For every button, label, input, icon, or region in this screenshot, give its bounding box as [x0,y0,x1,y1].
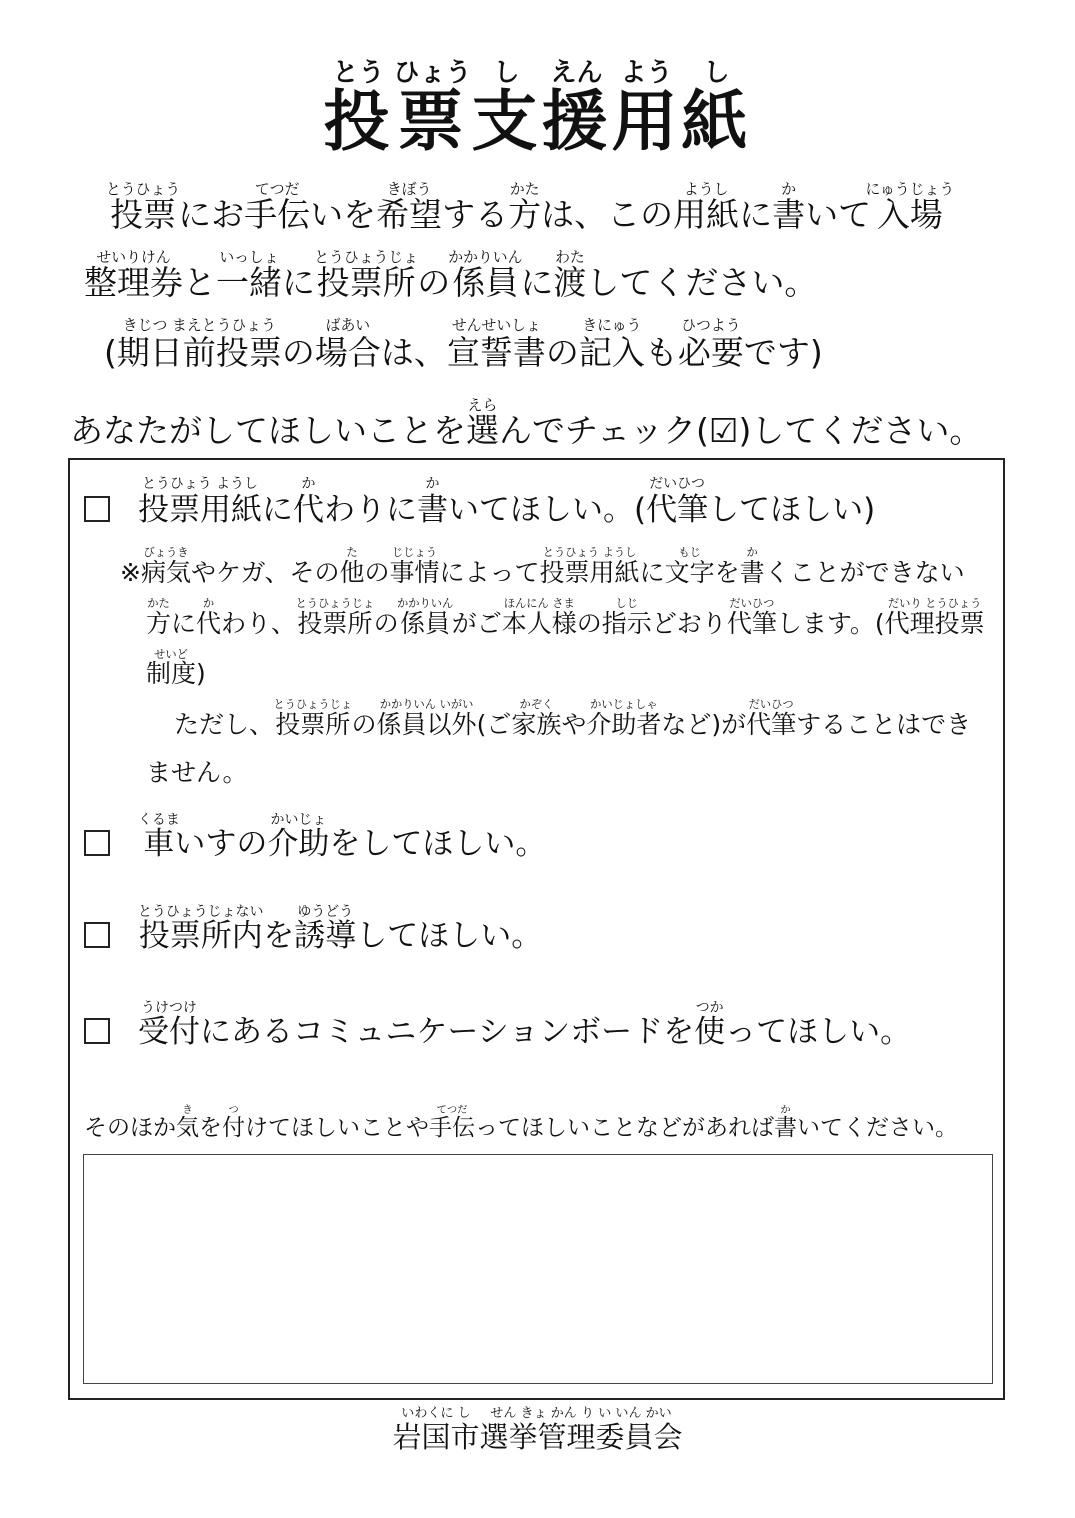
note-line: 方かたに代かわり、投票所とうひょうじょの係員かかりいんがご本人様ほんにん さまの指示しじどおり代筆だいひつします。(代理投票だいり とうひょう [146,597,985,638]
title-char: 紙し [681,58,752,160]
title-char: 用よう [611,58,682,160]
title-char: 票ひょう [393,58,472,160]
note-line: ません。 [146,758,248,787]
checkbox-communication-board[interactable] [84,1018,110,1044]
title-char: 投とう [323,58,394,160]
intro-line-2: 整理券せいりけんと一緒いっしょに投票所とうひょうじょの係員かかりいんに渡わたしてください。 [84,248,818,302]
checkbox-wheelchair-assist[interactable] [84,830,110,856]
intro-line-3: (期日前投票きじつ まえとうひょうの場合ばあいは、宣誓書せんせいしょの記入きにゅうも必要ひつようです) [104,316,823,372]
other-requests-label: そのほか気きを付つけてほしいことや手伝てつだってほしいことなどがあれば書かいてください。 [84,1104,958,1141]
page-title [0,58,1075,168]
option-proxy-writing: 投票用紙とうひょう ようしに代かわりに書かいてほしい。(代筆だいひつしてほしい) [84,476,994,541]
title-char: 援えん [541,58,612,160]
note-line: 制度せいど) [146,648,206,688]
issuer-name: 岩国市いわくに し選挙管理委員会せん きょ かん り い いん かい [392,1406,683,1454]
other-requests-field[interactable] [83,1154,993,1384]
proxy-writing-note [120,546,1000,797]
note-line: ただし、投票所とうひょうじょの係員以外かかりいん いがい(ご家族かぞくや介助者かいじょしゃなど)が代筆だいひつすることはでき [174,698,972,739]
option-guidance: 投票所内とうひょうじょないを誘導ゆうどうしてほしい。 [84,904,994,967]
option-wheelchair-assist: 車くるまいすの介助かいじょをしてほしい。 [84,812,994,875]
title-char: 支し [471,58,542,160]
intro-line-1: 投票とうひょうにお手伝てつだいを希望きぼうする方かたは、この用紙ようしに書かいて入場にゅうじょう [106,180,955,234]
intro-text [84,180,1014,386]
note-line: ※病気びょうきやケガ、その他たの事情じじょうによって投票用紙とうひょう ようしに文字もじを書かくことができない [120,546,965,587]
checkbox-guidance[interactable] [84,922,110,948]
option-communication-board: 受付うけつけにあるコミュニケーションボードを使つかってほしい。 [84,1000,994,1063]
instruction-prompt: あなたがしてほしいことを選えらんでチェック(☑)してください。 [70,396,983,450]
checkbox-proxy-writing[interactable] [84,496,110,522]
